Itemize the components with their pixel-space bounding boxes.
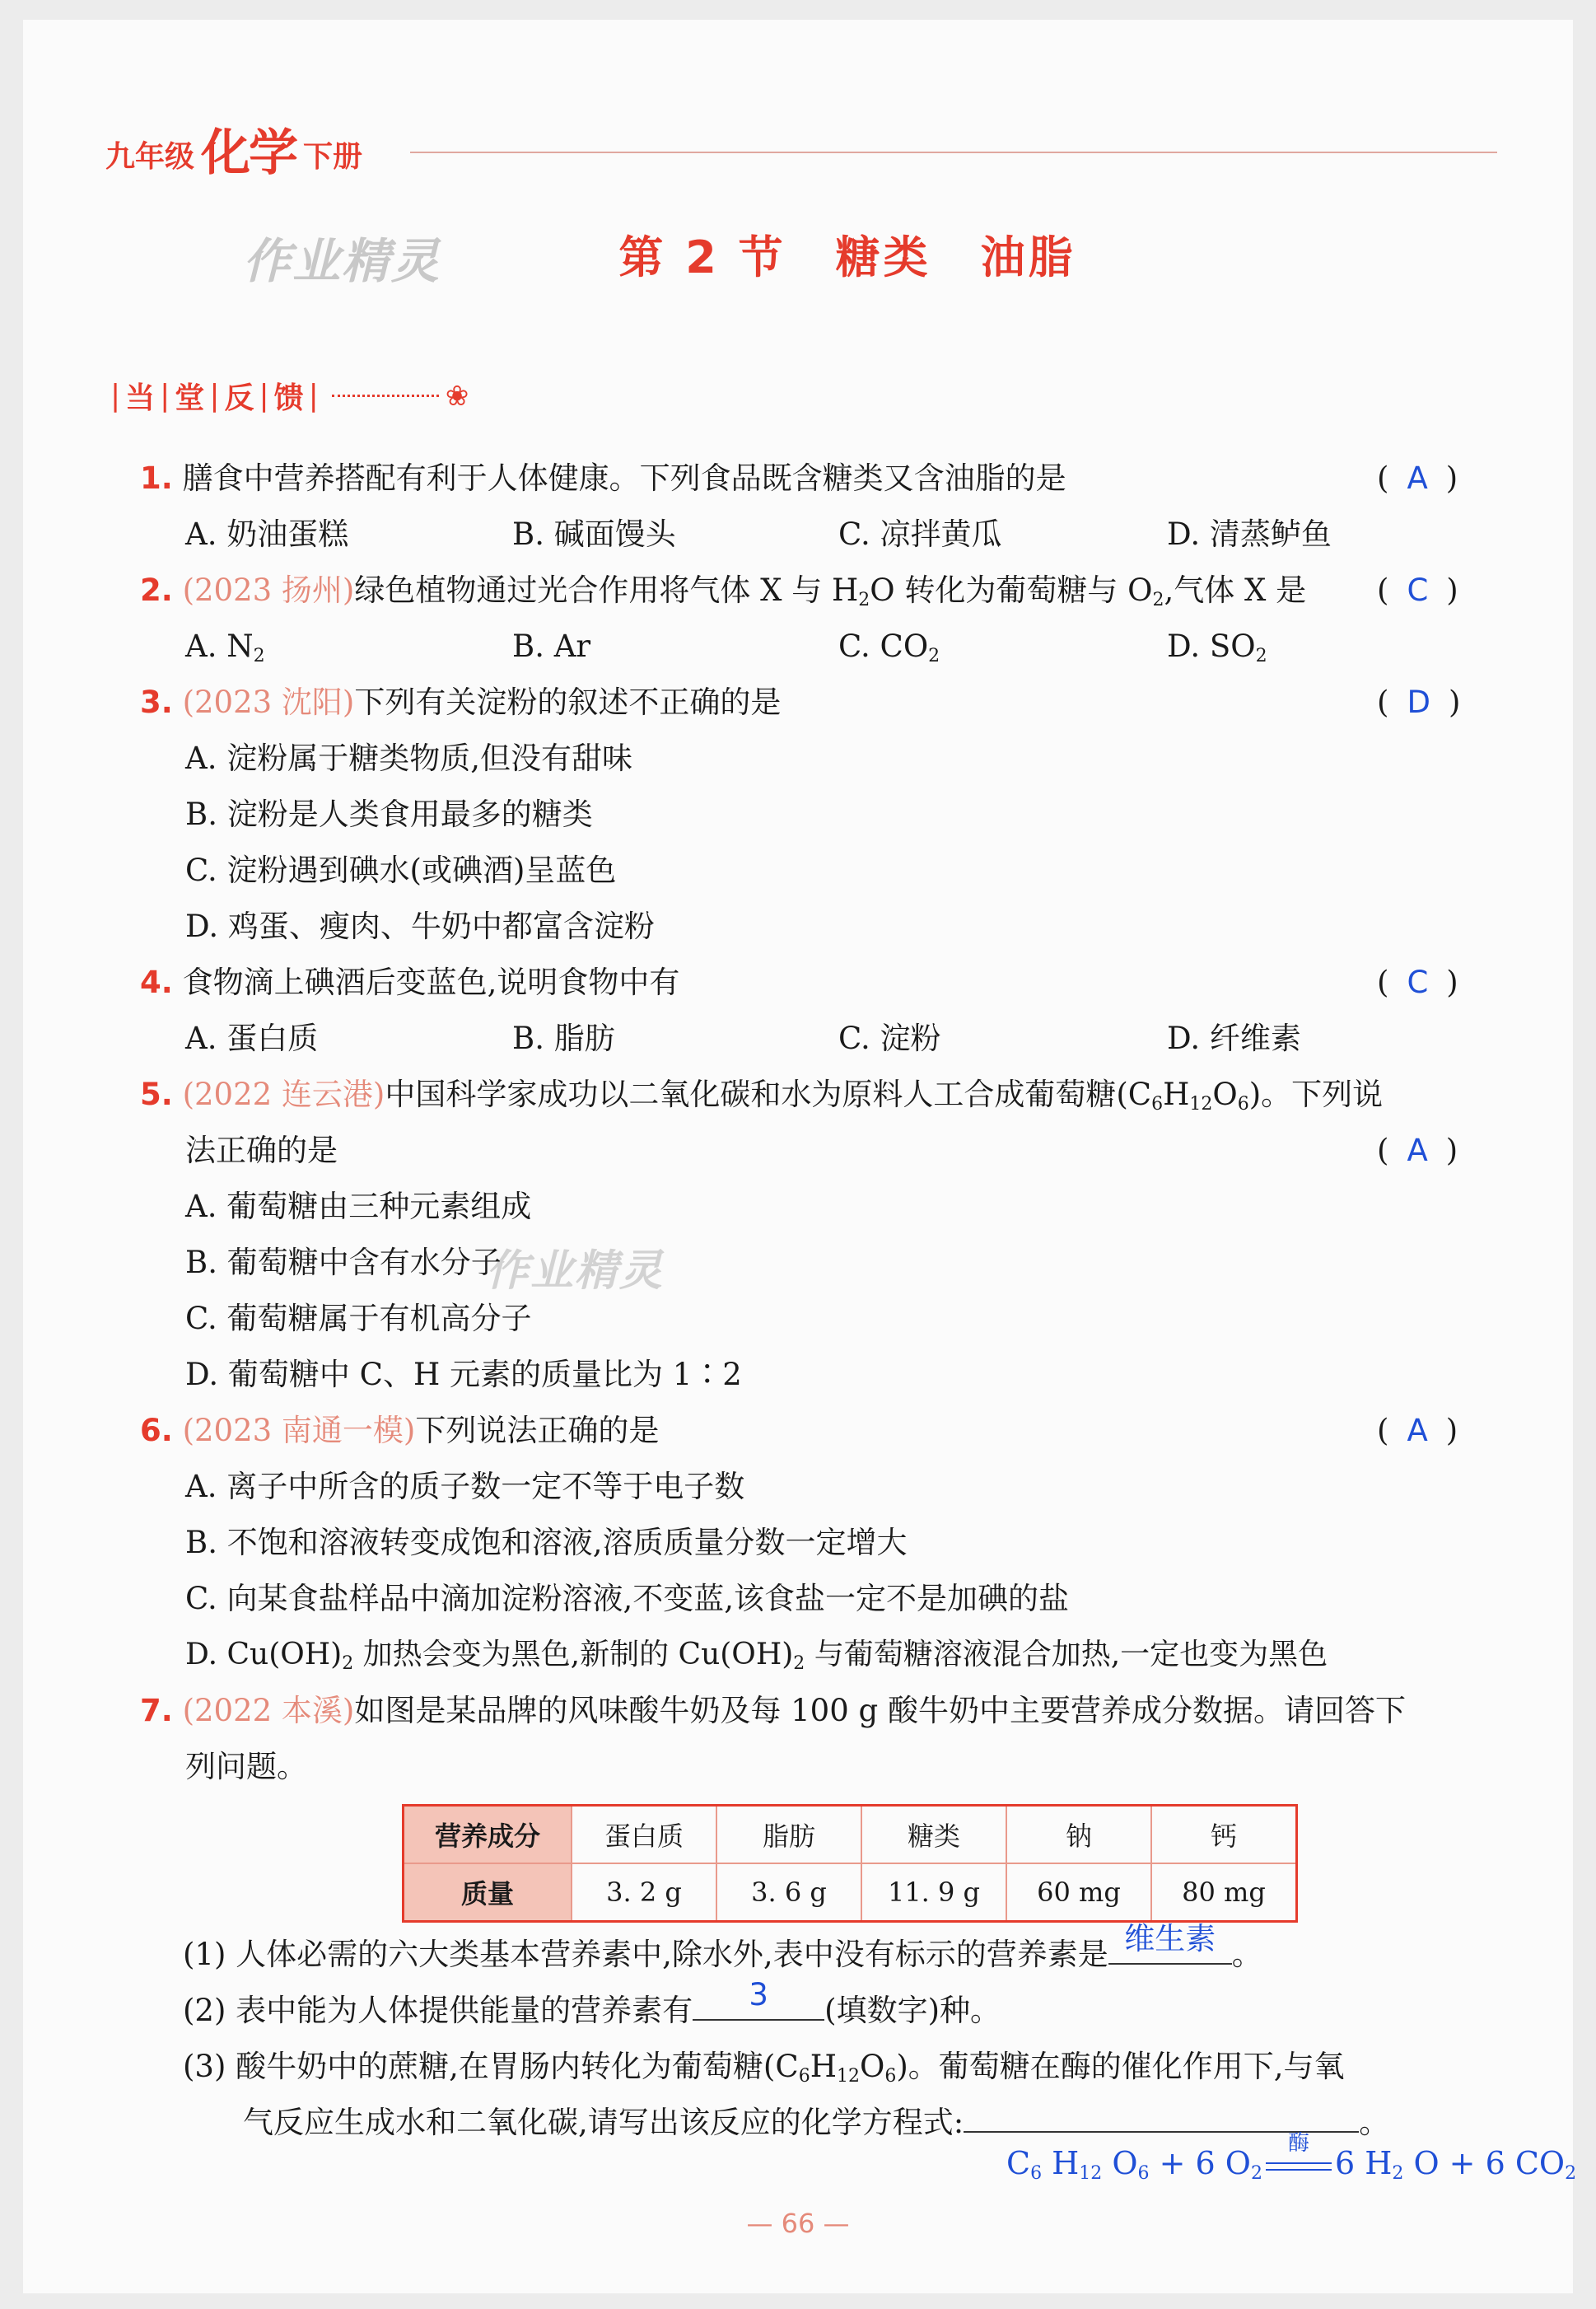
question-source: (2022 本溪) [182, 1693, 355, 1728]
answer: D [1407, 685, 1430, 720]
table-row [404, 1863, 1297, 1922]
answer: A [1407, 460, 1428, 496]
question-text: 下列说法正确的是 [415, 1413, 660, 1448]
subscript: 6 [1151, 1094, 1164, 1115]
section-number: 第 2 节 [618, 231, 786, 283]
subscript: 2 [342, 1653, 354, 1674]
option: D. 葡萄糖中 C、H 元素的质量比为 1∶2 [185, 1357, 742, 1392]
answer: A [1407, 1133, 1428, 1168]
question-text: (2) 表中能为人体提供能量的营养素有 [183, 1993, 693, 2028]
answer: C [1407, 965, 1429, 1000]
option: C. 凉拌黄瓜 [838, 516, 1002, 552]
question-text: 。 [1359, 2105, 1390, 2140]
table-cell: 60 mg [1006, 1863, 1151, 1922]
subscript: 2 [1392, 2163, 1404, 2184]
subscript: 6 [798, 2066, 810, 2087]
answer: 3 [749, 1977, 768, 2012]
subscript: 6 [1137, 2163, 1150, 2184]
section-char: 当 [125, 381, 156, 415]
section-char: 堂 [175, 381, 205, 415]
question-source: (2022 连云港) [182, 1077, 385, 1112]
question-2 [140, 572, 1306, 619]
option: D. 清蒸鲈鱼 [1167, 516, 1332, 552]
option-text: 与葡萄糖溶液混合加热,一定也变为黑色 [805, 1638, 1328, 1671]
table-cell: 3. 6 g [716, 1863, 861, 1922]
question-text: 如图是某品牌的风味酸牛奶及每 100 g 酸牛奶中主要营养成分数据。请回答下 [354, 1693, 1406, 1728]
question-text: )。葡萄糖在酶的催化作用下,与氧 [896, 2049, 1345, 2084]
question-number: 5. [140, 1077, 173, 1112]
subscript: 6 [884, 2066, 897, 2087]
header-rule [410, 152, 1497, 153]
table-cell: 3. 2 g [572, 1863, 716, 1922]
table-cell: 80 mg [1151, 1863, 1297, 1922]
dotted-divider [332, 395, 439, 397]
option-text: D. SO [1167, 629, 1256, 664]
option: A. 奶油蛋糕 [185, 516, 349, 552]
question-source: (2023 南通一模) [182, 1413, 416, 1448]
question-number: 3. [140, 685, 173, 720]
page-number: — 66 — [746, 2208, 850, 2239]
watermark-logo: 作业精灵 [486, 1246, 665, 1296]
subscript: 12 [1079, 2163, 1103, 2184]
section-char: 反 [224, 381, 254, 415]
chemical-equation [1006, 2130, 1577, 2184]
option [512, 628, 590, 666]
option: B. 不饱和溶液转变成饱和溶液,溶质质量分数一定增大 [185, 1525, 908, 1560]
option: B. 碱面馒头 [512, 516, 676, 552]
subscript: 2 [1255, 646, 1267, 666]
question-number: 2. [140, 573, 173, 608]
reaction-arrow [1266, 2130, 1332, 2182]
table-cell: 脂肪 [716, 1806, 861, 1864]
table-cell: 钙 [1151, 1806, 1297, 1864]
question-text: 法正确的是 [185, 1133, 338, 1168]
answer-bracket: ( D ) [1377, 685, 1461, 720]
nutrition-table [402, 1804, 1298, 1923]
table-cell: 钠 [1006, 1806, 1151, 1864]
question-text: (3) 酸牛奶中的蔗糖,在胃肠内转化为葡萄糖(C [183, 2049, 799, 2084]
header [105, 91, 1497, 182]
option: C. 葡萄糖属于有机高分子 [185, 1301, 532, 1336]
question-5 [140, 1076, 1383, 1124]
option [838, 628, 940, 675]
question-text: H [810, 2049, 837, 2084]
question-text: ,气体 X 是 [1164, 573, 1307, 608]
option: D. 鸡蛋、瘦肉、牛奶中都富含淀粉 [185, 909, 655, 944]
option-text: C. CO [838, 629, 929, 664]
option-text: B. Ar [512, 629, 591, 664]
option [185, 628, 265, 675]
question-text: 膳食中营养搭配有利于人体健康。下列食品既含糖类又含油脂的是 [182, 460, 1066, 496]
table-cell: 蛋白质 [572, 1806, 716, 1864]
question-number: 4. [140, 965, 173, 1000]
subscript: 2 [793, 1653, 805, 1674]
question-text: (填数字)种。 [824, 1993, 1001, 2028]
question-1 [140, 460, 1066, 498]
question-text: O 转化为葡萄糖与 O [870, 573, 1153, 608]
title-topic: 油脂 [980, 231, 1076, 283]
option: C. 向某食盐样品中滴加淀粉溶液,不变蓝,该食盐一定不是加碘的盐 [185, 1581, 1070, 1616]
eq-term: + 6 O [1149, 2145, 1251, 2181]
question-7 [140, 1692, 1406, 1730]
question-6 [140, 1412, 659, 1450]
question-text: O [1212, 1077, 1238, 1112]
question-text: 气反应生成水和二氧化碳,请写出该反应的化学方程式: [243, 2105, 964, 2140]
subscript: 2 [1152, 590, 1164, 610]
subject-label: 化学 [201, 124, 297, 182]
question-3 [140, 684, 781, 722]
option-text: 加热会变为黑色,新制的 Cu(OH) [353, 1638, 794, 1671]
answer-bracket: ( A ) [1377, 1133, 1458, 1168]
option: A. 葡萄糖由三种元素组成 [185, 1189, 532, 1224]
grade-label: 九年级 [105, 140, 195, 174]
option [1167, 628, 1267, 675]
question-4 [140, 964, 679, 1002]
answer-blank [1108, 1921, 1232, 1965]
eq-term: O [1403, 2145, 1440, 2181]
subscript: 12 [836, 2066, 860, 2087]
answer-bracket: ( A ) [1377, 1413, 1458, 1448]
option: B. 脂肪 [512, 1021, 615, 1056]
question-text: (1) 人体必需的六大类基本营养素中,除水外,表中没有标示的营养素是 [183, 1937, 1108, 1972]
option: B. 淀粉是人类食用最多的糖类 [185, 797, 593, 832]
answer-bracket: ( C ) [1377, 573, 1458, 608]
question-text: )。下列说 [1248, 1077, 1384, 1112]
table-header: 质量 [404, 1863, 572, 1922]
question-text: H [1163, 1077, 1190, 1112]
question-text: 。 [1231, 1937, 1262, 1972]
header-title [105, 110, 362, 181]
subscript: 2 [858, 590, 870, 610]
answer: 维生素 [1124, 1921, 1216, 1956]
subscript: 2 [1250, 2163, 1262, 2184]
page-title [0, 222, 1596, 286]
option [185, 1636, 1328, 1683]
option: A. 蛋白质 [185, 1021, 319, 1056]
section-heading: | 当 | 堂 | 反 | 馈 | ❀ [105, 375, 469, 417]
option: A. 离子中所含的质子数一定不等于电子数 [185, 1469, 745, 1504]
table-cell: 糖类 [861, 1806, 1006, 1864]
question-text: 绿色植物通过光合作用将气体 X 与 H [354, 573, 859, 608]
volume-label: 下册 [303, 140, 363, 174]
subscript: 2 [253, 646, 265, 666]
question-text: O [859, 2049, 885, 2084]
subscript: 6 [1030, 2163, 1043, 2184]
question-text: 中国科学家成功以二氧化碳和水为原料人工合成葡萄糖(C [385, 1077, 1152, 1112]
option: A. 淀粉属于糖类物质,但没有甜味 [185, 741, 633, 776]
table-header: 营养成分 [404, 1806, 572, 1864]
subscript: 2 [928, 646, 940, 666]
sub-question-1 [183, 1921, 1262, 1974]
subscript: 6 [1237, 1094, 1249, 1115]
subscript: 2 [1565, 2163, 1577, 2184]
title-topic: 糖类 [835, 231, 931, 283]
sub-question-3-line2 [243, 2104, 1389, 2142]
option-text: A. N [185, 629, 254, 664]
table-row [404, 1806, 1297, 1864]
question-text: 列问题。 [185, 1749, 307, 1784]
answer-bracket: ( A ) [1377, 460, 1458, 496]
answer-bracket: ( C ) [1377, 965, 1458, 1000]
option: C. 淀粉遇到碘水(或碘酒)呈蓝色 [185, 853, 617, 888]
option-text: D. Cu(OH) [185, 1638, 343, 1671]
watermark-logo: 作业精灵 [243, 233, 441, 289]
question-text: 下列有关淀粉的叙述不正确的是 [354, 685, 782, 720]
question-number: 6. [140, 1413, 173, 1448]
question-source: (2023 沈阳) [182, 685, 355, 720]
option: B. 葡萄糖中含有水分子 [185, 1245, 502, 1280]
subscript: 12 [1189, 1094, 1213, 1115]
eq-term: 6 H [1334, 2145, 1393, 2181]
answer-blank [693, 1977, 824, 2021]
sub-question-2 [183, 1977, 1001, 2030]
answer: C [1407, 573, 1429, 608]
eq-term: O [1102, 2145, 1138, 2181]
question-number: 7. [140, 1693, 173, 1728]
section-char: 馈 [273, 381, 304, 415]
question-number: 1. [140, 460, 173, 496]
answer: A [1407, 1413, 1428, 1448]
question-source: (2023 扬州) [182, 573, 355, 608]
table-cell: 11. 9 g [861, 1863, 1006, 1922]
sparkle-icon: ❀ [445, 379, 469, 413]
eq-term: C [1006, 2145, 1031, 2181]
option: D. 纤维素 [1167, 1021, 1301, 1056]
eq-term: H [1042, 2145, 1080, 2181]
catalyst-label: 酶 [1287, 2130, 1309, 2156]
sub-question-3 [183, 2048, 1345, 2096]
option: C. 淀粉 [838, 1021, 941, 1056]
question-text: 食物滴上碘酒后变蓝色,说明食物中有 [182, 965, 680, 1000]
eq-term: + 6 CO [1439, 2145, 1566, 2181]
